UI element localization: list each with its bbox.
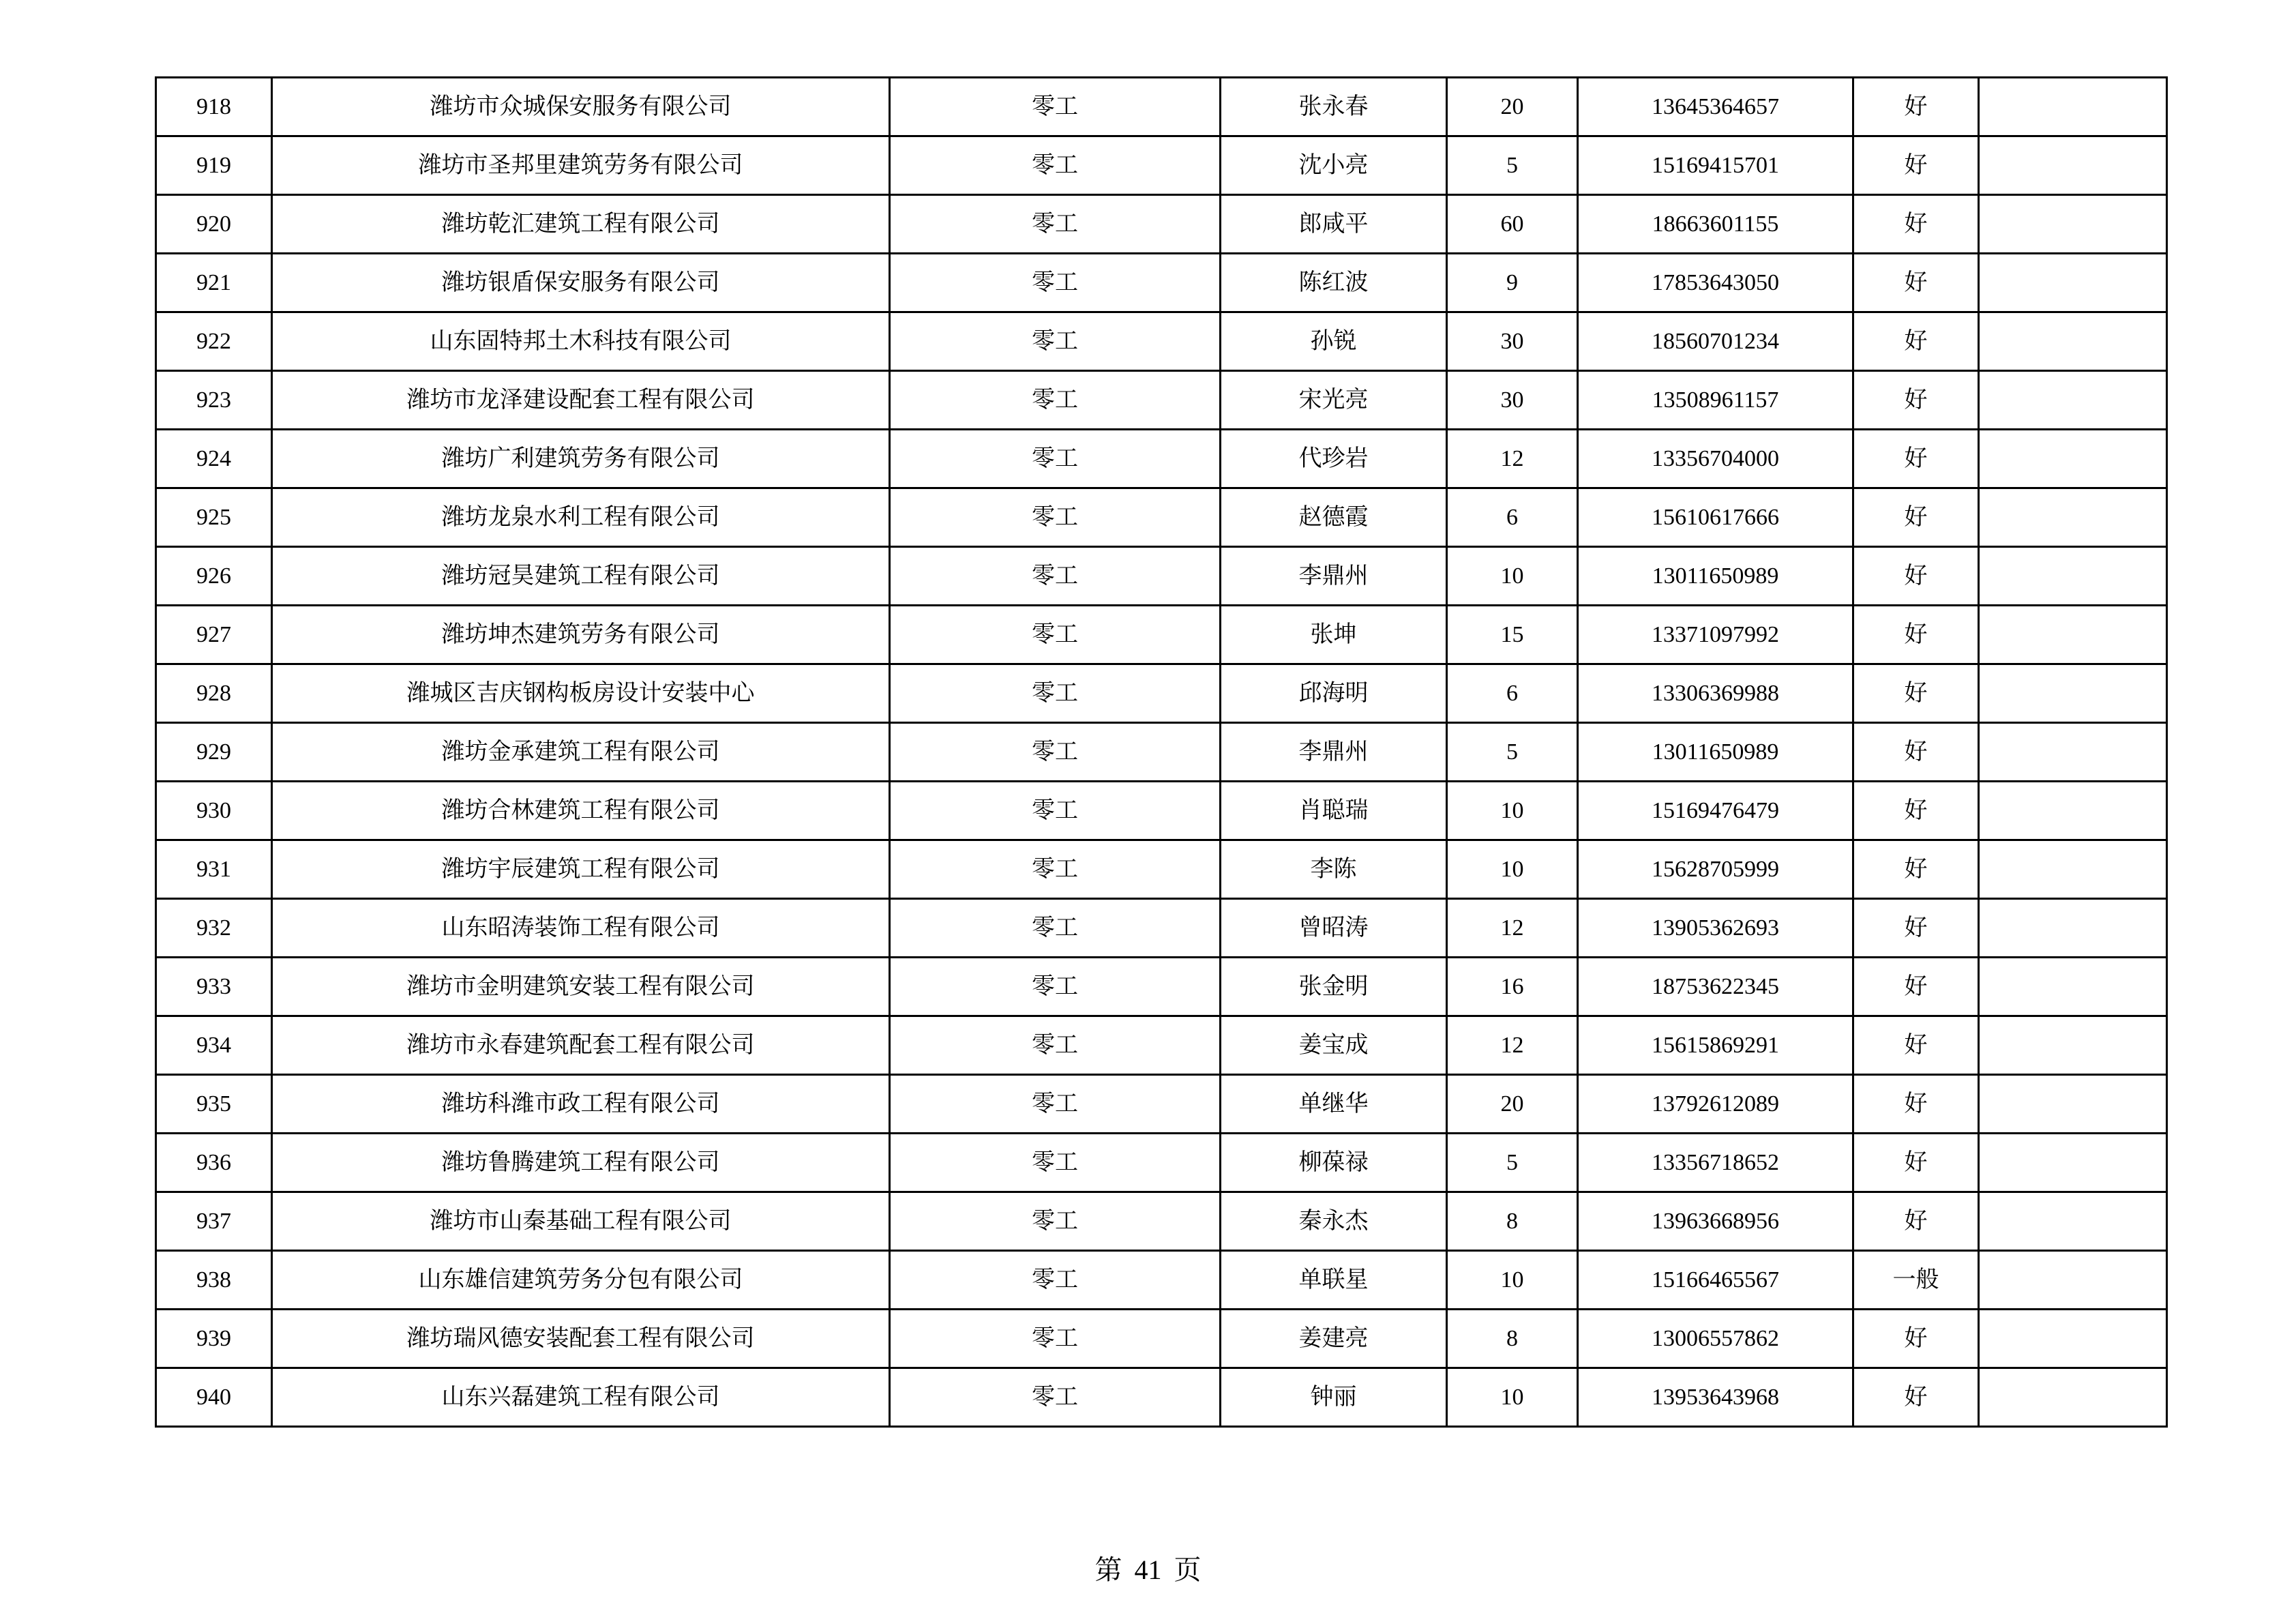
job-type-cell: 零工	[890, 371, 1221, 430]
worker-count-cell: 8	[1447, 1192, 1578, 1251]
rating-cell: 好	[1853, 1192, 1979, 1251]
rating-cell: 好	[1853, 840, 1979, 899]
job-type-cell: 零工	[890, 488, 1221, 547]
phone-number-cell: 13356704000	[1578, 430, 1853, 488]
remarks-cell	[1979, 782, 2167, 840]
remarks-cell	[1979, 1310, 2167, 1368]
contact-person-cell: 李陈	[1221, 840, 1447, 899]
phone-number-cell: 13645364657	[1578, 78, 1853, 136]
table-row	[156, 899, 2167, 958]
worker-count-cell: 10	[1447, 1368, 1578, 1427]
job-type-cell: 零工	[890, 723, 1221, 782]
contact-person-cell: 沈小亮	[1221, 136, 1447, 195]
phone-number-cell: 13792612089	[1578, 1075, 1853, 1134]
remarks-cell	[1979, 195, 2167, 254]
job-type-cell: 零工	[890, 195, 1221, 254]
remarks-cell	[1979, 840, 2167, 899]
phone-number-cell: 13306369988	[1578, 664, 1853, 723]
worker-count-cell: 5	[1447, 136, 1578, 195]
company-name-cell: 山东昭涛装饰工程有限公司	[272, 899, 890, 958]
remarks-cell	[1979, 1368, 2167, 1427]
job-type-cell: 零工	[890, 254, 1221, 312]
phone-number-cell: 15628705999	[1578, 840, 1853, 899]
row-number-cell: 925	[156, 488, 272, 547]
table-row	[156, 723, 2167, 782]
table-row	[156, 1192, 2167, 1251]
row-number-cell: 939	[156, 1310, 272, 1368]
table-row	[156, 1134, 2167, 1192]
phone-number-cell: 18753622345	[1578, 958, 1853, 1016]
phone-number-cell: 15169415701	[1578, 136, 1853, 195]
contact-person-cell: 宋光亮	[1221, 371, 1447, 430]
table-row	[156, 1251, 2167, 1310]
row-number-cell: 918	[156, 78, 272, 136]
company-name-cell: 潍坊宇辰建筑工程有限公司	[272, 840, 890, 899]
company-name-cell: 潍坊市金明建筑安装工程有限公司	[272, 958, 890, 1016]
phone-number-cell: 13963668956	[1578, 1192, 1853, 1251]
rating-cell: 好	[1853, 195, 1979, 254]
rating-cell: 好	[1853, 1134, 1979, 1192]
table-row	[156, 782, 2167, 840]
table-row	[156, 840, 2167, 899]
remarks-cell	[1979, 254, 2167, 312]
job-type-cell: 零工	[890, 1134, 1221, 1192]
company-name-cell: 潍城区吉庆钢构板房设计安装中心	[272, 664, 890, 723]
company-name-cell: 潍坊广利建筑劳务有限公司	[272, 430, 890, 488]
job-type-cell: 零工	[890, 1192, 1221, 1251]
company-name-cell: 潍坊冠昊建筑工程有限公司	[272, 547, 890, 606]
row-number-cell: 937	[156, 1192, 272, 1251]
phone-number-cell: 15610617666	[1578, 488, 1853, 547]
table-row	[156, 371, 2167, 430]
remarks-cell	[1979, 547, 2167, 606]
worker-count-cell: 30	[1447, 371, 1578, 430]
row-number-cell: 929	[156, 723, 272, 782]
row-number-cell: 928	[156, 664, 272, 723]
contact-person-cell: 姜宝成	[1221, 1016, 1447, 1075]
table-row	[156, 136, 2167, 195]
table-row	[156, 1368, 2167, 1427]
worker-count-cell: 30	[1447, 312, 1578, 371]
job-type-cell: 零工	[890, 312, 1221, 371]
job-type-cell: 零工	[890, 1368, 1221, 1427]
rating-cell: 好	[1853, 958, 1979, 1016]
row-number-cell: 931	[156, 840, 272, 899]
roster-table-body	[156, 78, 2167, 1427]
table-row	[156, 195, 2167, 254]
job-type-cell: 零工	[890, 606, 1221, 664]
company-name-cell: 潍坊市永春建筑配套工程有限公司	[272, 1016, 890, 1075]
worker-count-cell: 10	[1447, 782, 1578, 840]
table-row	[156, 488, 2167, 547]
job-type-cell: 零工	[890, 1075, 1221, 1134]
rating-cell: 好	[1853, 782, 1979, 840]
job-type-cell: 零工	[890, 958, 1221, 1016]
phone-number-cell: 15166465567	[1578, 1251, 1853, 1310]
contact-person-cell: 孙锐	[1221, 312, 1447, 371]
worker-count-cell: 10	[1447, 547, 1578, 606]
worker-count-cell: 8	[1447, 1310, 1578, 1368]
rating-cell: 好	[1853, 1368, 1979, 1427]
worker-count-cell: 12	[1447, 899, 1578, 958]
worker-count-cell: 6	[1447, 664, 1578, 723]
job-type-cell: 零工	[890, 430, 1221, 488]
remarks-cell	[1979, 430, 2167, 488]
company-name-cell: 山东兴磊建筑工程有限公司	[272, 1368, 890, 1427]
remarks-cell	[1979, 371, 2167, 430]
phone-number-cell: 13011650989	[1578, 547, 1853, 606]
row-number-cell: 922	[156, 312, 272, 371]
rating-cell: 好	[1853, 723, 1979, 782]
row-number-cell: 933	[156, 958, 272, 1016]
company-name-cell: 山东固特邦土木科技有限公司	[272, 312, 890, 371]
row-number-cell: 919	[156, 136, 272, 195]
company-name-cell: 山东雄信建筑劳务分包有限公司	[272, 1251, 890, 1310]
row-number-cell: 935	[156, 1075, 272, 1134]
phone-number-cell: 13011650989	[1578, 723, 1853, 782]
remarks-cell	[1979, 606, 2167, 664]
company-name-cell: 潍坊鲁腾建筑工程有限公司	[272, 1134, 890, 1192]
contact-person-cell: 郎咸平	[1221, 195, 1447, 254]
company-name-cell: 潍坊龙泉水利工程有限公司	[272, 488, 890, 547]
table-row	[156, 78, 2167, 136]
remarks-cell	[1979, 488, 2167, 547]
company-name-cell: 潍坊市山秦基础工程有限公司	[272, 1192, 890, 1251]
table-row	[156, 606, 2167, 664]
contact-person-cell: 陈红波	[1221, 254, 1447, 312]
worker-count-cell: 6	[1447, 488, 1578, 547]
remarks-cell	[1979, 899, 2167, 958]
remarks-cell	[1979, 312, 2167, 371]
phone-number-cell: 17853643050	[1578, 254, 1853, 312]
rating-cell: 好	[1853, 78, 1979, 136]
table-row	[156, 1310, 2167, 1368]
worker-count-cell: 20	[1447, 78, 1578, 136]
phone-number-cell: 15615869291	[1578, 1016, 1853, 1075]
phone-number-cell: 15169476479	[1578, 782, 1853, 840]
phone-number-cell: 13508961157	[1578, 371, 1853, 430]
company-name-cell: 潍坊市圣邦里建筑劳务有限公司	[272, 136, 890, 195]
row-number-cell: 930	[156, 782, 272, 840]
contact-person-cell: 张金明	[1221, 958, 1447, 1016]
company-name-cell: 潍坊科潍市政工程有限公司	[272, 1075, 890, 1134]
rating-cell: 好	[1853, 899, 1979, 958]
company-name-cell: 潍坊合林建筑工程有限公司	[272, 782, 890, 840]
phone-number-cell: 18560701234	[1578, 312, 1853, 371]
worker-count-cell: 10	[1447, 840, 1578, 899]
job-type-cell: 零工	[890, 547, 1221, 606]
contact-person-cell: 肖聪瑞	[1221, 782, 1447, 840]
job-type-cell: 零工	[890, 899, 1221, 958]
remarks-cell	[1979, 958, 2167, 1016]
row-number-cell: 921	[156, 254, 272, 312]
contact-person-cell: 曾昭涛	[1221, 899, 1447, 958]
table-row	[156, 1075, 2167, 1134]
remarks-cell	[1979, 1134, 2167, 1192]
job-type-cell: 零工	[890, 840, 1221, 899]
page-number-prefix: 第	[1094, 1554, 1122, 1585]
page-number-suffix: 页	[1174, 1554, 1202, 1585]
company-name-cell: 潍坊乾汇建筑工程有限公司	[272, 195, 890, 254]
remarks-cell	[1979, 723, 2167, 782]
rating-cell: 好	[1853, 254, 1979, 312]
worker-count-cell: 60	[1447, 195, 1578, 254]
phone-number-cell: 18663601155	[1578, 195, 1853, 254]
company-name-cell: 潍坊银盾保安服务有限公司	[272, 254, 890, 312]
worker-count-cell: 5	[1447, 1134, 1578, 1192]
company-name-cell: 潍坊市龙泽建设配套工程有限公司	[272, 371, 890, 430]
worker-count-cell: 16	[1447, 958, 1578, 1016]
rating-cell: 好	[1853, 1310, 1979, 1368]
table-row	[156, 958, 2167, 1016]
contact-person-cell: 李鼎州	[1221, 547, 1447, 606]
job-type-cell: 零工	[890, 1016, 1221, 1075]
company-name-cell: 潍坊坤杰建筑劳务有限公司	[272, 606, 890, 664]
rating-cell: 好	[1853, 1016, 1979, 1075]
rating-cell: 好	[1853, 312, 1979, 371]
roster-table-container	[155, 76, 2166, 1428]
row-number-cell: 920	[156, 195, 272, 254]
phone-number-cell: 13356718652	[1578, 1134, 1853, 1192]
job-type-cell: 零工	[890, 1251, 1221, 1310]
page-number-value: 41	[1134, 1554, 1162, 1585]
rating-cell: 好	[1853, 606, 1979, 664]
contact-person-cell: 柳葆禄	[1221, 1134, 1447, 1192]
rating-cell: 好	[1853, 136, 1979, 195]
worker-count-cell: 9	[1447, 254, 1578, 312]
contact-person-cell: 秦永杰	[1221, 1192, 1447, 1251]
remarks-cell	[1979, 1192, 2167, 1251]
company-name-cell: 潍坊市众城保安服务有限公司	[272, 78, 890, 136]
rating-cell: 好	[1853, 430, 1979, 488]
contact-person-cell: 张永春	[1221, 78, 1447, 136]
contact-person-cell: 张坤	[1221, 606, 1447, 664]
table-row	[156, 430, 2167, 488]
table-row	[156, 664, 2167, 723]
worker-count-cell: 15	[1447, 606, 1578, 664]
phone-number-cell: 13006557862	[1578, 1310, 1853, 1368]
contact-person-cell: 钟丽	[1221, 1368, 1447, 1427]
table-row	[156, 547, 2167, 606]
row-number-cell: 923	[156, 371, 272, 430]
phone-number-cell: 13371097992	[1578, 606, 1853, 664]
remarks-cell	[1979, 1075, 2167, 1134]
phone-number-cell: 13953643968	[1578, 1368, 1853, 1427]
row-number-cell: 940	[156, 1368, 272, 1427]
row-number-cell: 927	[156, 606, 272, 664]
contact-person-cell: 单联星	[1221, 1251, 1447, 1310]
row-number-cell: 924	[156, 430, 272, 488]
rating-cell: 好	[1853, 488, 1979, 547]
rating-cell: 好	[1853, 547, 1979, 606]
row-number-cell: 936	[156, 1134, 272, 1192]
contact-person-cell: 赵德霞	[1221, 488, 1447, 547]
worker-count-cell: 12	[1447, 1016, 1578, 1075]
page-number	[0, 1548, 2296, 1587]
rating-cell: 好	[1853, 664, 1979, 723]
employer-roster-table	[155, 76, 2168, 1428]
worker-count-cell: 10	[1447, 1251, 1578, 1310]
row-number-cell: 934	[156, 1016, 272, 1075]
worker-count-cell: 20	[1447, 1075, 1578, 1134]
company-name-cell: 潍坊瑞风德安装配套工程有限公司	[272, 1310, 890, 1368]
rating-cell: 好	[1853, 1075, 1979, 1134]
company-name-cell: 潍坊金承建筑工程有限公司	[272, 723, 890, 782]
phone-number-cell: 13905362693	[1578, 899, 1853, 958]
remarks-cell	[1979, 1251, 2167, 1310]
contact-person-cell: 姜建亮	[1221, 1310, 1447, 1368]
job-type-cell: 零工	[890, 78, 1221, 136]
contact-person-cell: 李鼎州	[1221, 723, 1447, 782]
row-number-cell: 926	[156, 547, 272, 606]
table-row	[156, 1016, 2167, 1075]
job-type-cell: 零工	[890, 664, 1221, 723]
contact-person-cell: 单继华	[1221, 1075, 1447, 1134]
worker-count-cell: 5	[1447, 723, 1578, 782]
contact-person-cell: 邱海明	[1221, 664, 1447, 723]
rating-cell: 好	[1853, 371, 1979, 430]
row-number-cell: 932	[156, 899, 272, 958]
contact-person-cell: 代珍岩	[1221, 430, 1447, 488]
remarks-cell	[1979, 136, 2167, 195]
worker-count-cell: 12	[1447, 430, 1578, 488]
rating-cell: 一般	[1853, 1251, 1979, 1310]
remarks-cell	[1979, 78, 2167, 136]
table-row	[156, 254, 2167, 312]
row-number-cell: 938	[156, 1251, 272, 1310]
table-row	[156, 312, 2167, 371]
job-type-cell: 零工	[890, 136, 1221, 195]
job-type-cell: 零工	[890, 1310, 1221, 1368]
remarks-cell	[1979, 1016, 2167, 1075]
job-type-cell: 零工	[890, 782, 1221, 840]
remarks-cell	[1979, 664, 2167, 723]
